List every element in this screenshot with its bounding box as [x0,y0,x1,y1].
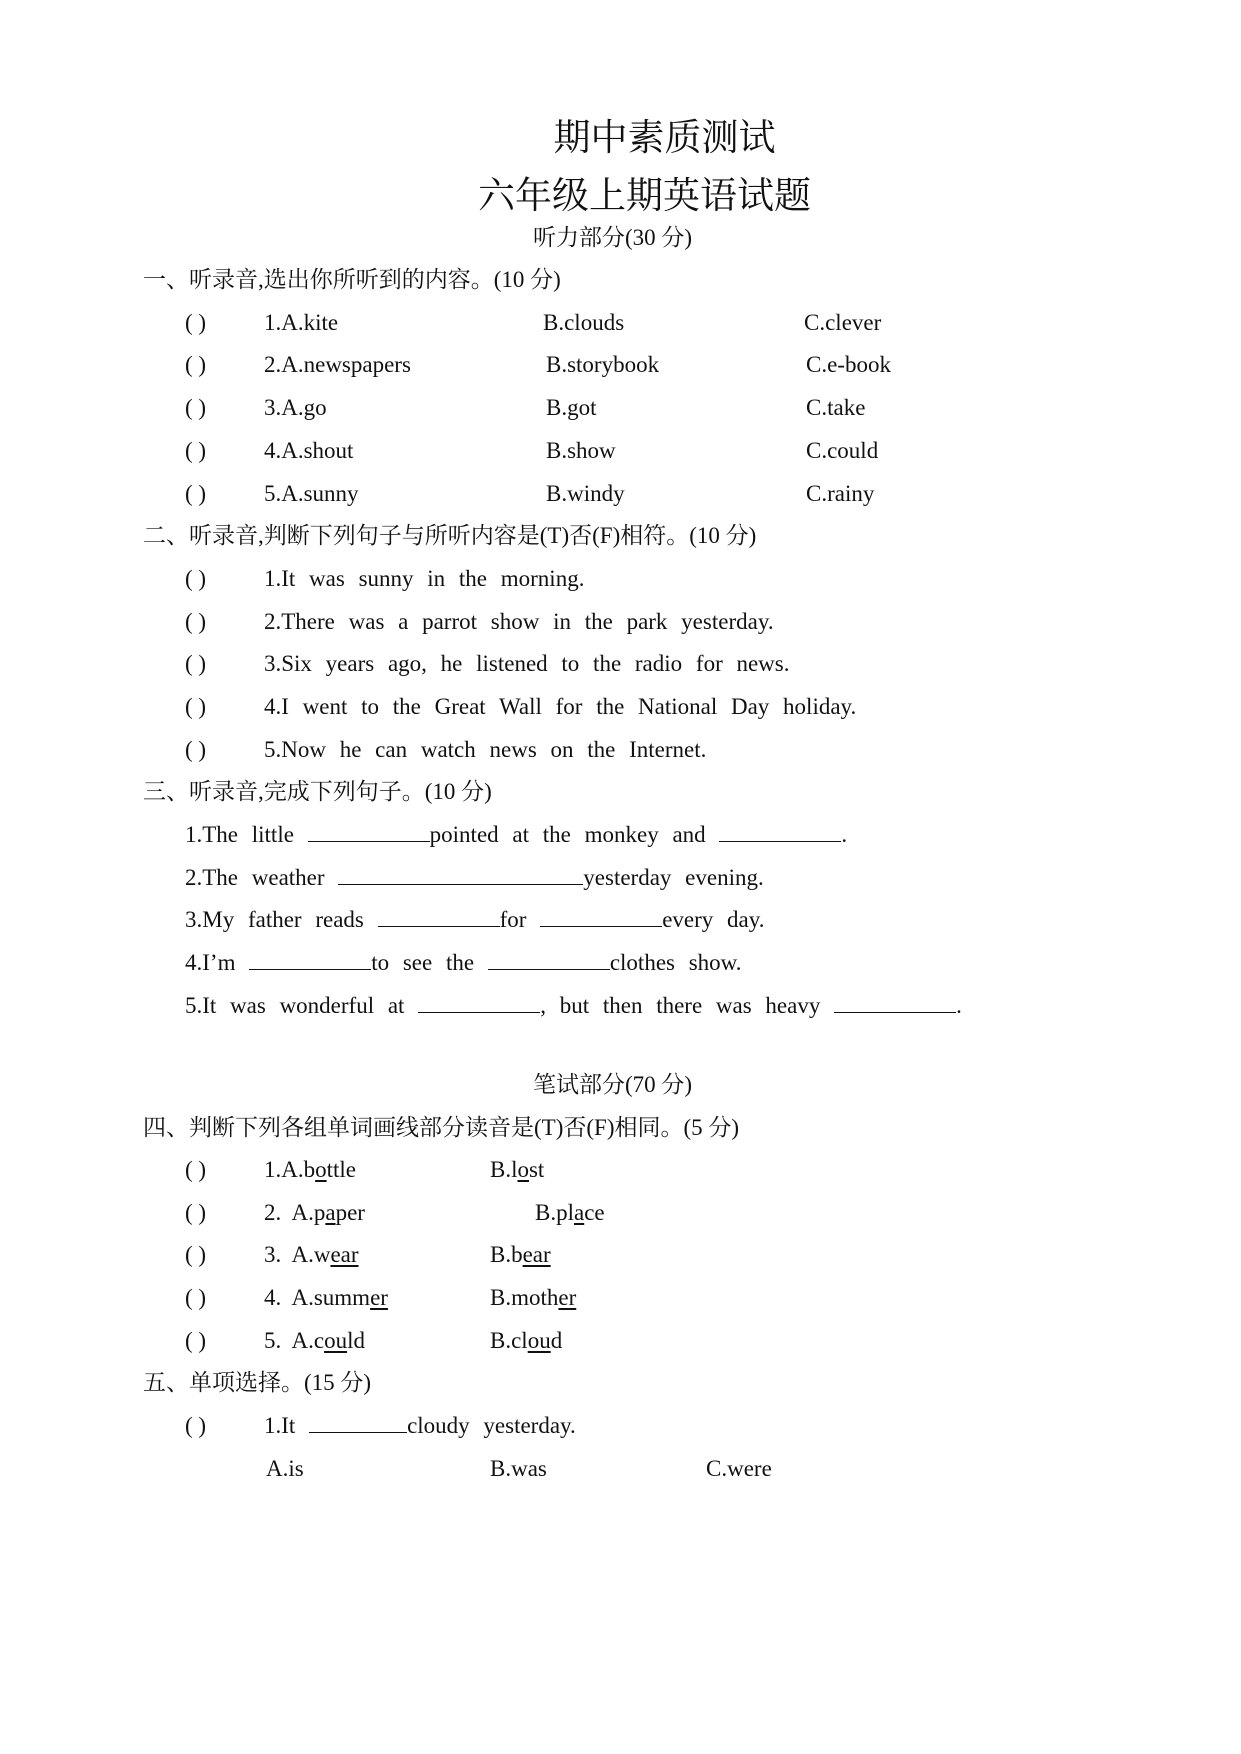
choice-c: C.were [706,1456,772,1481]
option-a: 5.A.sunny [264,481,359,506]
fill-blank[interactable] [418,995,540,1013]
sentence-text: every day. [662,907,765,932]
part5-heading: 五、单项选择。(15 分) [143,1370,372,1395]
fill-sentence [185,994,962,1017]
fill-blank[interactable] [540,909,662,927]
answer-blank[interactable]: ( ) [185,352,207,377]
choice-b: B.was [490,1456,547,1481]
option-a: 2.A.newspapers [264,352,411,377]
statement-item: 4.I went to the Great Wall for the National Day holiday. [264,694,857,719]
fill-blank[interactable] [249,952,371,970]
statement-item: 5.Now he can watch news on the Internet. [264,737,707,762]
word-b: B.place [535,1200,605,1225]
part3-heading: 三、听录音,完成下列句子。(10 分) [143,779,492,804]
fill-blank[interactable] [719,824,841,842]
option-b: B.storybook [546,352,660,377]
sentence-text: for [499,907,527,932]
part1-heading: 一、听录音,选出你所听到的内容。(10 分) [143,267,561,292]
option-c: C.e-book [806,352,891,377]
answer-blank[interactable]: ( ) [185,481,207,506]
answer-blank[interactable]: ( ) [185,1242,207,1267]
option-b: B.clouds [543,310,625,335]
statement-item: 2.There was a parrot show in the park yesterday. [264,609,774,634]
answer-blank[interactable]: ( ) [185,1157,207,1182]
word-b: B.mother [490,1285,577,1310]
answer-blank[interactable]: ( ) [185,1200,207,1225]
answer-blank[interactable]: ( ) [185,1413,207,1438]
sentence-text: to see the [371,950,475,975]
writing-section-title: 笔试部分(70 分) [533,1072,693,1097]
answer-blank[interactable]: ( ) [185,310,207,335]
option-b: B.show [546,438,616,463]
part4-heading: 四、判断下列各组单词画线部分读音是(T)否(F)相同。(5 分) [143,1115,740,1140]
word-a: 5. A.could [264,1328,365,1353]
word-b: B.cloud [490,1328,563,1353]
sentence-text: pointed at the monkey and [429,822,706,847]
option-a: 4.A.shout [264,438,354,463]
answer-blank[interactable]: ( ) [185,609,207,634]
fill-blank[interactable] [834,995,956,1013]
word-a: 3. A.wear [264,1242,359,1267]
answer-blank[interactable]: ( ) [185,395,207,420]
option-c: C.clever [804,310,882,335]
sentence-text: . [956,993,962,1018]
fill-blank[interactable] [309,1415,407,1433]
exam-title: 期中素质测试 [553,118,776,159]
word-a: 1.A.bottle [264,1157,357,1182]
choice-a: A.is [266,1456,304,1481]
answer-blank[interactable]: ( ) [185,438,207,463]
option-a: 3.A.go [264,395,327,420]
answer-blank[interactable]: ( ) [185,566,207,591]
fill-sentence [185,951,742,974]
answer-blank[interactable]: ( ) [185,737,207,762]
option-a: 1.A.kite [264,310,339,335]
option-c: C.take [806,395,866,420]
fill-blank[interactable] [308,824,430,842]
statement-item: 3.Six years ago, he listened to the radio for news. [264,651,790,676]
word-b: B.lost [490,1157,545,1182]
option-b: B.windy [546,481,625,506]
fill-sentence [185,908,764,931]
fill-blank[interactable] [488,952,610,970]
statement-item: 1.It was sunny in the morning. [264,566,585,591]
option-b: B.got [546,395,597,420]
answer-blank[interactable]: ( ) [185,651,207,676]
sentence-text: yesterday evening. [583,865,764,890]
question-text: 1.It [264,1413,296,1438]
exam-subtitle: 六年级上期英语试题 [478,176,811,217]
part2-heading: 二、听录音,判断下列句子与所听内容是(T)否(F)相符。(10 分) [143,523,757,548]
listening-section-title: 听力部分(30 分) [533,225,693,250]
option-c: C.rainy [806,481,875,506]
sentence-text: . [841,822,848,847]
word-a: 2. A.paper [264,1200,365,1225]
answer-blank[interactable]: ( ) [185,1285,207,1310]
sentence-text: clothes show. [609,950,742,975]
answer-blank[interactable]: ( ) [185,694,207,719]
fill-sentence [185,823,847,846]
option-c: C.could [806,438,879,463]
sentence-text: 4.I’m [185,950,236,975]
question-item [264,1414,576,1437]
fill-blank[interactable] [378,909,500,927]
question-text: cloudy yesterday. [407,1413,576,1438]
sentence-text: 5.It was wonderful at [185,993,405,1018]
fill-sentence [185,866,764,889]
sentence-text: 1.The little [185,822,294,847]
answer-blank[interactable]: ( ) [185,1328,207,1353]
sentence-text: , but then there was heavy [540,993,821,1018]
word-a: 4. A.summer [264,1285,388,1310]
sentence-text: 3.My father reads [185,907,364,932]
sentence-text: 2.The weather [185,865,325,890]
word-b: B.bear [490,1242,551,1267]
fill-blank[interactable] [338,867,583,885]
